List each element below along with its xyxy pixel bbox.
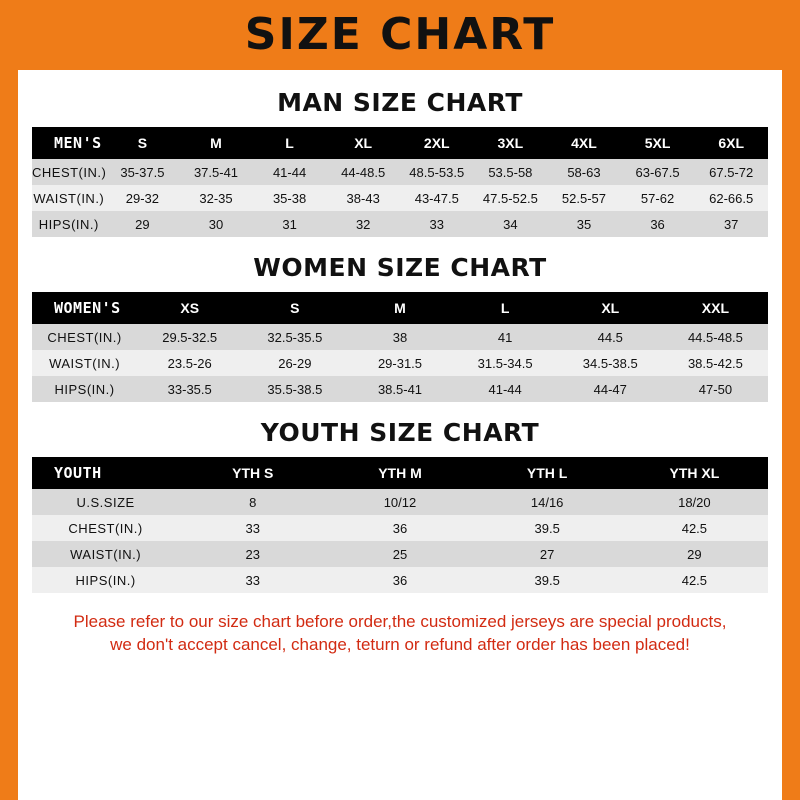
man-col-6xl: 6XL bbox=[718, 135, 745, 151]
women-table-head bbox=[32, 292, 768, 324]
cell: 32 bbox=[355, 216, 371, 232]
table-row bbox=[32, 324, 768, 350]
cell: 38.5-42.5 bbox=[687, 355, 743, 371]
cell: 35-37.5 bbox=[120, 164, 165, 180]
table-row bbox=[32, 567, 768, 593]
man-col-xl: XL bbox=[354, 135, 373, 151]
man-table-body bbox=[32, 159, 768, 237]
cell: 44-47 bbox=[593, 381, 627, 397]
cell: 38 bbox=[392, 329, 408, 345]
table-row bbox=[32, 515, 768, 541]
man-col-l: L bbox=[285, 135, 294, 151]
youth-col-xl: YTH XL bbox=[669, 465, 720, 481]
cell: 41-44 bbox=[488, 381, 522, 397]
youth-col-l: YTH L bbox=[526, 465, 568, 481]
cell: 27 bbox=[539, 546, 555, 562]
cell: 39.5 bbox=[534, 520, 560, 536]
man-row-label-hips: HIPS(IN.) bbox=[38, 216, 99, 232]
table-row bbox=[32, 376, 768, 402]
cell: 29.5-32.5 bbox=[162, 329, 218, 345]
women-col-m: M bbox=[394, 300, 406, 316]
cell: 52.5-57 bbox=[561, 190, 606, 206]
cell: 23.5-26 bbox=[167, 355, 212, 371]
man-row-header-label: MEN'S bbox=[54, 134, 102, 152]
cell: 25 bbox=[392, 546, 408, 562]
cell: 37 bbox=[723, 216, 739, 232]
cell: 57-62 bbox=[640, 190, 675, 206]
table-row bbox=[32, 541, 768, 567]
women-col-s: S bbox=[290, 300, 300, 316]
man-col-4xl: 4XL bbox=[571, 135, 597, 151]
cell: 53.5-58 bbox=[488, 164, 533, 180]
cell: 33-35.5 bbox=[167, 381, 212, 397]
youth-row-header-label: YOUTH bbox=[54, 464, 102, 482]
cell: 31.5-34.5 bbox=[477, 355, 533, 371]
youth-table-body bbox=[32, 489, 768, 593]
cell: 38-43 bbox=[346, 190, 380, 206]
table-header-row bbox=[32, 127, 768, 159]
cell: 44.5-48.5 bbox=[687, 329, 743, 345]
cell: 33 bbox=[245, 520, 261, 536]
women-col-xs: XS bbox=[180, 300, 200, 316]
cell: 26-29 bbox=[278, 355, 312, 371]
cell: 35 bbox=[576, 216, 592, 232]
chart-content bbox=[18, 88, 782, 657]
cell: 42.5 bbox=[681, 572, 708, 588]
man-col-s: S bbox=[137, 135, 148, 151]
cell: 37.5-41 bbox=[193, 164, 239, 180]
women-size-table bbox=[32, 292, 768, 402]
cell: 8 bbox=[249, 494, 257, 510]
cell: 29 bbox=[687, 546, 702, 562]
youth-size-table bbox=[32, 457, 768, 593]
header-banner bbox=[0, 0, 800, 70]
table-row bbox=[32, 489, 768, 515]
cell: 14/16 bbox=[530, 494, 564, 510]
footer-note bbox=[32, 611, 768, 657]
cell: 67.5-72 bbox=[709, 164, 754, 180]
cell: 41-44 bbox=[272, 164, 307, 180]
footer-note-line-2: we don't accept cancel, change, teturn or refund after order has been placed! bbox=[110, 634, 690, 654]
youth-row-label-chest: CHEST(IN.) bbox=[68, 520, 143, 536]
cell: 29-31.5 bbox=[377, 355, 423, 371]
cell: 32-35 bbox=[199, 190, 233, 206]
man-col-5xl: 5XL bbox=[644, 135, 671, 151]
cell: 38.5-41 bbox=[377, 381, 423, 397]
cell: 31 bbox=[282, 216, 297, 232]
cell: 44-48.5 bbox=[341, 164, 386, 180]
cell: 18/20 bbox=[678, 494, 711, 510]
cell: 10/12 bbox=[383, 494, 417, 510]
table-row bbox=[32, 211, 768, 237]
man-col-3xl: 3XL bbox=[497, 135, 524, 151]
cell: 47.5-52.5 bbox=[482, 190, 538, 206]
youth-table-head bbox=[32, 457, 768, 489]
cell: 23 bbox=[245, 546, 261, 562]
cell: 47-50 bbox=[698, 381, 733, 397]
women-row-label-waist: WAIST(IN.) bbox=[49, 355, 121, 371]
man-row-label-chest: CHEST(IN.) bbox=[32, 164, 107, 180]
youth-row-label-waist: WAIST(IN.) bbox=[70, 546, 142, 562]
youth-col-m: YTH M bbox=[378, 465, 422, 481]
youth-row-label-ussize: U.S.SIZE bbox=[76, 494, 135, 510]
cell: 33 bbox=[429, 216, 444, 232]
women-section-title: WOMEN SIZE CHART bbox=[253, 253, 547, 282]
man-col-m: M bbox=[210, 135, 222, 151]
table-row bbox=[32, 159, 768, 185]
cell: 44.5 bbox=[597, 329, 623, 345]
women-table-body bbox=[32, 324, 768, 402]
man-size-table bbox=[32, 127, 768, 237]
cell: 35.5-38.5 bbox=[267, 381, 323, 397]
man-section-title: MAN SIZE CHART bbox=[277, 88, 523, 117]
cell: 34.5-38.5 bbox=[582, 355, 638, 371]
man-table-head bbox=[32, 127, 768, 159]
youth-row-label-hips: HIPS(IN.) bbox=[75, 572, 136, 588]
women-col-l: L bbox=[500, 300, 510, 316]
footer-note-line-1: Please refer to our size chart before order,the customized jerseys are special products, bbox=[73, 612, 727, 631]
youth-section-title: YOUTH SIZE CHART bbox=[260, 418, 540, 447]
cell: 42.5 bbox=[681, 520, 708, 536]
cell: 32.5-35.5 bbox=[267, 329, 323, 345]
cell: 43-47.5 bbox=[414, 190, 459, 206]
page-title: SIZE CHART bbox=[244, 9, 556, 60]
cell: 41 bbox=[497, 329, 513, 345]
cell: 29 bbox=[135, 216, 150, 232]
cell: 63-67.5 bbox=[635, 164, 680, 180]
women-col-xl: XL bbox=[601, 300, 620, 316]
cell: 35-38 bbox=[272, 190, 307, 206]
man-col-2xl: 2XL bbox=[423, 135, 450, 151]
table-header-row bbox=[32, 457, 768, 489]
table-row bbox=[32, 185, 768, 211]
cell: 62-66.5 bbox=[709, 190, 754, 206]
cell: 36 bbox=[650, 216, 665, 232]
women-col-xxl: XXL bbox=[701, 300, 730, 316]
cell: 30 bbox=[208, 216, 224, 232]
women-row-header-label: WOMEN'S bbox=[54, 299, 121, 317]
women-row-label-chest: CHEST(IN.) bbox=[47, 329, 122, 345]
table-header-row bbox=[32, 292, 768, 324]
cell: 48.5-53.5 bbox=[409, 164, 465, 180]
man-row-label-waist: WAIST(IN.) bbox=[33, 190, 105, 206]
cell: 29-32 bbox=[125, 190, 160, 206]
women-row-label-hips: HIPS(IN.) bbox=[54, 381, 115, 397]
cell: 58-63 bbox=[567, 164, 601, 180]
cell: 33 bbox=[245, 572, 261, 588]
table-row bbox=[32, 350, 768, 376]
youth-col-s: YTH S bbox=[232, 465, 274, 481]
cell: 39.5 bbox=[534, 572, 560, 588]
cell: 36 bbox=[392, 572, 408, 588]
cell: 34 bbox=[503, 216, 518, 232]
cell: 36 bbox=[392, 520, 408, 536]
